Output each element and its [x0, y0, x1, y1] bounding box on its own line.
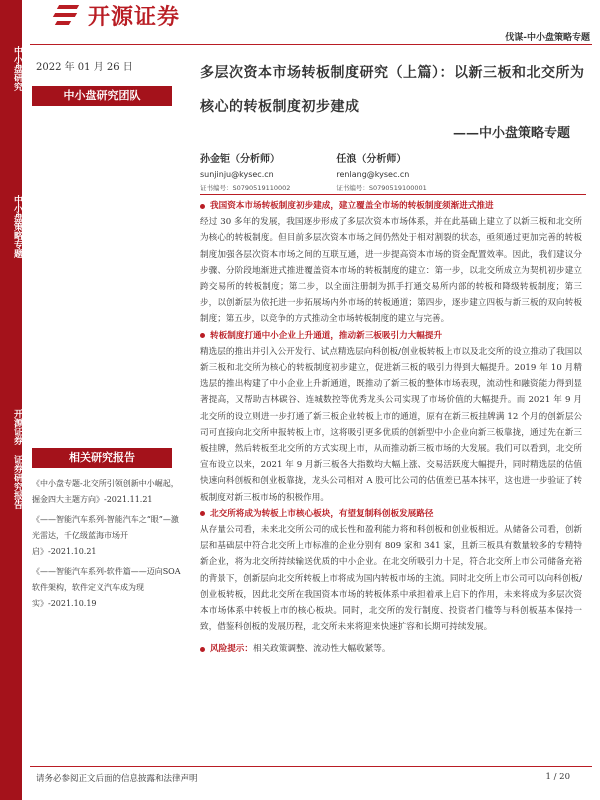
sidebar-label-3: 开源证券 证券研究报告: [12, 409, 22, 509]
bullet-icon: [200, 511, 205, 516]
left-sidebar: [0, 0, 22, 800]
related-report-link[interactable]: 《——智能汽车系列-软件篇——迈向SOA 软件架构，软件定义汽车成为现实》-2021.10.19: [32, 567, 181, 608]
footer-disclaimer: 请务必参阅正文后面的信息披露和法律声明: [36, 774, 198, 784]
section-heading: [200, 506, 582, 522]
related-report-link[interactable]: 《中小盘专题-北交所引领创新中小崛起，掘金四大主题方向》-2021.11.21: [32, 479, 179, 504]
brand-mark-icon: [52, 3, 82, 27]
related-research-list: [32, 476, 182, 616]
author-card: [200, 150, 290, 192]
authors: [200, 150, 427, 192]
bullet-icon: [200, 204, 205, 209]
report-title: 多层次资本市场转板制度研究（上篇）：以新三板和北交所为核心的转板制度初步建成: [200, 65, 585, 115]
sidebar-label-2: 中小盘策略专题: [12, 194, 22, 258]
author-name: 孙金钜（分析师）: [200, 154, 280, 165]
author-card: [336, 150, 426, 192]
author-license: 证书编号：S0790519110002: [200, 184, 291, 192]
section-heading-text: 北交所将成为转板上市核心板块，有望复制科创板发展路径: [210, 508, 434, 519]
page-number: 1 / 20: [545, 772, 570, 782]
bullet-icon: [200, 333, 205, 338]
report-type: 伐谋-中小盘策略专题: [505, 33, 590, 43]
brand-name: 开源证券: [88, 4, 181, 30]
section-body: 精选层的推出并引入公开发行、试点精选层向科创板/创业板转板上市以及北交所的设立推动了我国以新三板和北交所为核心的转板制度初步建立，促进新三板的吸引力得到大幅提升。2019 年 10 月精选层的推出构建了中小企业上升新通道，既推动了新三板的整体市场表现，流动性和融资能力得到显著提高，又帮助吉林碳谷、连城数控等优秀龙头公司实现了市场价值的大幅提升。而 2021 年 9 月北交所的设立则进一步打通了新三板企业转板上市的通道，原有在新三板挂牌满 12 个月的创新层公司可直接向北交所申报转板上市，这将吸引更多优质的创新型中小企业向新三板靠拢，通过先在新三板挂牌，然后转板至北交所的方式实现上市，从而推动新三板市场的大发展。我们可以看到，北交所宣布设立以来，2021 年 9 月新三板各大指数均大幅上涨、交易活跃度大幅提升，同时精选层的估值快速向科创板和创业板靠拢，龙头公司相对 A 股可比公司的估值差已基本抹平，这也进一步验证了转板制度对新三板市场的积极作用。: [200, 346, 582, 503]
risk-text: 相关政策调整、流动性大幅收紧等。: [252, 644, 391, 655]
section-body: 经过 30 多年的发展，我国逐步形成了多层次资本市场体系，并在此基础上建立了以新三板和北交所为核心的转板制度。但目前多层次资本市场之间仍然处于相对割裂的状态，亟须通过更加完善的转板制度加强各层次资本市场之间的互联互通，进一步提高资本市场的资金配置效率。因此，我们建议分步骤、分阶段地渐进式推进覆盖资本市场的转板制度的建立：第一步，以北交所成立为契机初步建立跨交易所的转板制度；第二步，以全面注册制为抓手打通交易所内部的转板和降级转板制度；第三步，以创新层为依托进一步拓展场内外市场的转板通道；第四步，逐步建立四板与新三板的双向转板制度；第五步，以竞争的方式推动全市场转板制度的建立与完善。: [200, 217, 582, 325]
related-report-link[interactable]: 《——智能汽车系列-智能汽车之“眼”—激光雷达，千亿级蓝海市场开启》-2021.10.21: [32, 515, 179, 556]
report-date: 2022 年 01 月 26 日: [36, 62, 133, 73]
author-email[interactable]: sunjinju@kysec.cn: [200, 170, 274, 179]
sidebar-label-1: 中小盘研究: [12, 45, 22, 91]
footer-divider: [30, 766, 592, 767]
section-heading: [200, 198, 582, 214]
section-body: 从存量公司看，未来北交所公司的成长性和盈利能力将和科创板和创业板相近。从储备公司看，创新层和基础层中符合北交所上市标准的企业分别有 809 家和 341 家，且新三板具有数量较多的专精特新企业，将为北交所持续输送优质的中小企业。在北交所吸引力十足，符合北交所上市公司储备充裕的背景下，创新层向北交所转板上市将成为国内转板市场的主流。同时北交所上市公司可以向科创板/创业板转板，因此北交所在我国资本市场的转板体系中承担着承上启下的作用，未来将成为多层次资本市场体系中转板上市的核心板块。同时，北交所的发行制度、投资者门槛等与科创板基本保持一致，借鉴科创板的发展历程，北交所未来将迎来快速扩容和长期可持续发展。: [200, 525, 582, 633]
risk-note: [200, 641, 582, 657]
report-subtitle: ——中小盘策略专题: [452, 126, 570, 141]
section-heading-text: 转板制度打通中小企业上升通道，推动新三板吸引力大幅提升: [210, 330, 443, 341]
risk-label: 风险提示：: [210, 644, 253, 655]
team-label: 中小盘研究团队: [32, 86, 172, 106]
author-email[interactable]: renlang@kysec.cn: [336, 170, 410, 179]
author-name: 任浪（分析师）: [336, 154, 407, 165]
related-research-title: 相关研究报告: [32, 448, 172, 468]
bullet-icon: [200, 647, 205, 652]
author-license: 证书编号：S0790519100001: [336, 184, 427, 192]
section-heading-text: 我国资本市场转板制度初步建成，建立覆盖全市场的转板制度须渐进式推进: [210, 201, 494, 211]
report-summary: [200, 198, 582, 658]
brand-logo: [52, 2, 180, 28]
section-heading: [200, 328, 582, 344]
header-divider: [30, 44, 592, 45]
author-divider: [200, 194, 586, 195]
